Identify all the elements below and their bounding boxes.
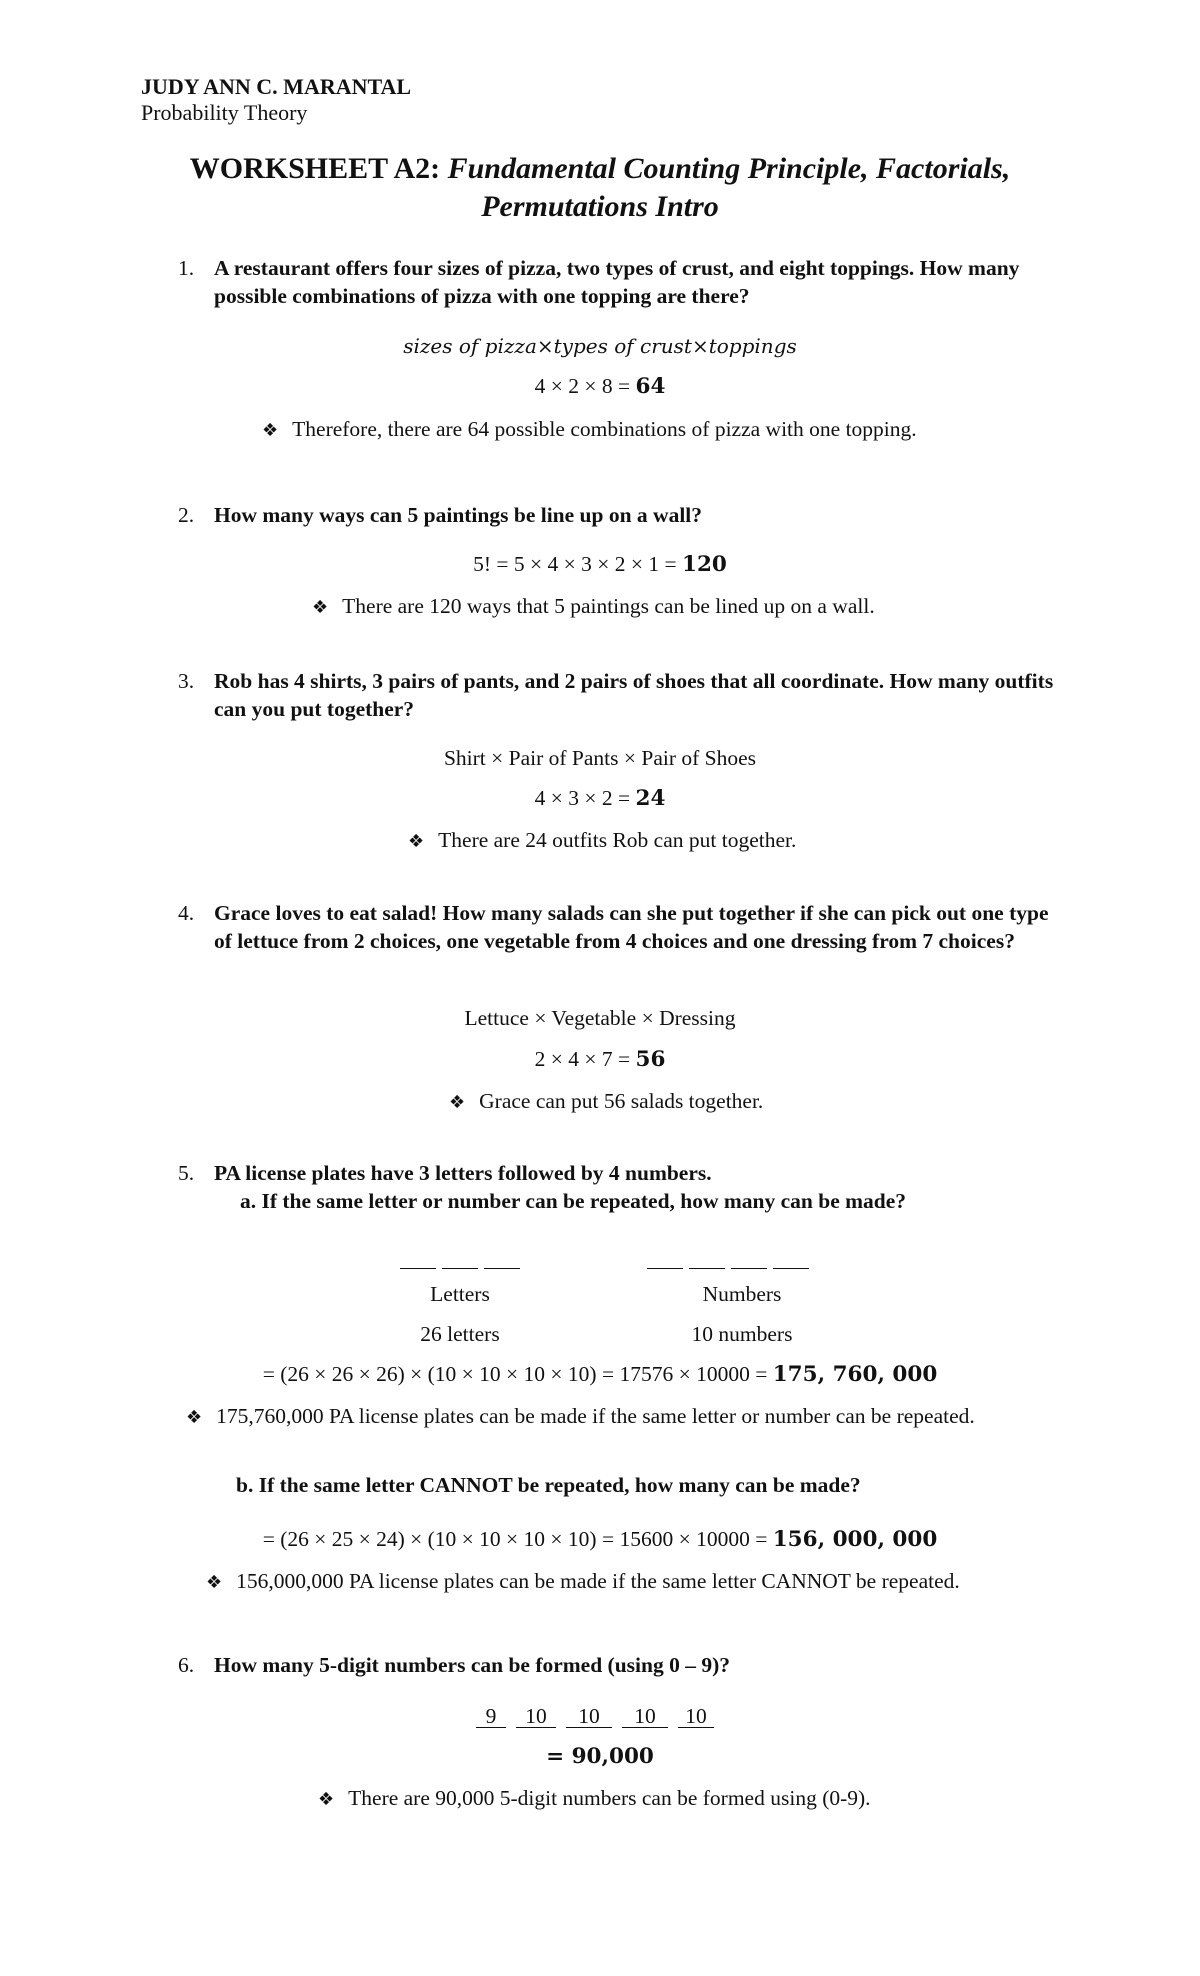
question-number: 1. xyxy=(178,256,195,280)
diamond-bullet-icon: ❖ xyxy=(318,1789,335,1810)
answer-text: Therefore, there are 64 possible combinations of pizza with one topping. xyxy=(292,417,917,441)
q5b-answer xyxy=(206,1569,960,1594)
numbers-blanks xyxy=(647,1250,815,1275)
answer-text: 156,000,000 PA license plates can be made if the same letter CANNOT be repeated. xyxy=(236,1569,960,1593)
calc-expression: = (26 × 25 × 24) × (10 × 10 × 10 × 10) = 15600 × 10000 = xyxy=(262,1527,773,1551)
diamond-bullet-icon: ❖ xyxy=(206,1572,223,1593)
diamond-bullet-icon: ❖ xyxy=(262,420,279,441)
digit-slot: 10 xyxy=(566,1705,612,1728)
q4-formula: Lettuce × Vegetable × Dressing xyxy=(464,1006,736,1030)
calc-result: 175, 760, 000 xyxy=(772,1362,938,1387)
calc-result: 120 xyxy=(682,552,727,577)
calc-expression: 5! = 5 × 4 × 3 × 2 × 1 = xyxy=(473,552,683,576)
numbers-label: Numbers xyxy=(702,1282,782,1306)
digit-slot: 10 xyxy=(516,1705,556,1728)
digit-slot: 9 xyxy=(476,1705,506,1728)
answer-text: Grace can put 56 salads together. xyxy=(479,1089,764,1113)
answer-text: There are 24 outfits Rob can put together. xyxy=(438,828,797,852)
author-name: JUDY ANN C. MARANTAL xyxy=(141,74,412,99)
question-text: Rob has 4 shirts, 3 pairs of pants, and 2 pairs of shoes that all coordinate. How many outfits can you put together? xyxy=(214,669,1054,721)
calc-expression: 4 × 2 × 8 = xyxy=(534,374,636,398)
calc-expression: 2 × 4 × 7 = xyxy=(534,1047,636,1071)
q5b-text: b. If the same letter CANNOT be repeated, how many can be made? xyxy=(236,1473,861,1497)
q5b-calc xyxy=(0,1527,1200,1552)
q1-answer xyxy=(262,417,917,442)
question-text: PA license plates have 3 letters followed by 4 numbers. xyxy=(214,1161,712,1185)
question-6 xyxy=(178,1651,1058,1679)
q6-digit-slots xyxy=(476,1704,724,1729)
course-name: Probability Theory xyxy=(141,100,308,125)
digit-slot: 10 xyxy=(678,1705,714,1728)
worksheet-title xyxy=(0,150,1200,226)
q3-answer xyxy=(408,828,796,853)
answer-text: There are 120 ways that 5 paintings can be lined up on a wall. xyxy=(342,594,875,618)
calc-result: 64 xyxy=(635,374,666,399)
question-text: A restaurant offers four sizes of pizza, two types of crust, and eight toppings. How many possible combinations of pizza with one topping are there? xyxy=(214,256,1020,308)
calc-result: 156, 000, 000 xyxy=(772,1527,938,1552)
answer-text: 175,760,000 PA license plates can be made if the same letter or number can be repeated. xyxy=(216,1404,975,1428)
question-text: How many 5-digit numbers can be formed (using 0 – 9)? xyxy=(214,1653,731,1677)
title-line1: Fundamental Counting Principle, Factorials, xyxy=(447,152,1011,185)
diamond-bullet-icon: ❖ xyxy=(408,831,425,852)
title-prefix: WORKSHEET A2: xyxy=(189,152,441,185)
question-number: 4. xyxy=(178,901,195,925)
question-5 xyxy=(178,1159,1058,1187)
question-3 xyxy=(178,667,1058,723)
q5a-answer xyxy=(186,1404,975,1429)
question-text: How many ways can 5 paintings be line up on a wall? xyxy=(214,503,703,527)
question-number: 5. xyxy=(178,1161,195,1185)
q1-calc xyxy=(0,374,1200,399)
q3-calc xyxy=(0,786,1200,811)
question-number: 3. xyxy=(178,669,195,693)
q3-formula: Shirt × Pair of Pants × Pair of Shoes xyxy=(443,746,757,770)
title-line2: Permutations Intro xyxy=(481,190,719,223)
calc-result: 24 xyxy=(635,786,666,811)
question-1 xyxy=(178,254,1058,310)
q6-answer xyxy=(318,1786,871,1811)
q2-answer xyxy=(312,594,875,619)
question-4 xyxy=(178,899,1058,955)
letters-count: 26 letters xyxy=(420,1322,500,1346)
diamond-bullet-icon: ❖ xyxy=(449,1092,466,1113)
q4-calc xyxy=(0,1047,1200,1072)
question-2 xyxy=(178,501,1058,529)
calc-result: 56 xyxy=(635,1047,666,1072)
q6-result: = 90,000 xyxy=(546,1744,654,1769)
letters-blanks xyxy=(400,1250,526,1275)
numbers-count: 10 numbers xyxy=(691,1322,793,1346)
diamond-bullet-icon: ❖ xyxy=(186,1407,203,1428)
q2-calc xyxy=(0,552,1200,577)
q1-formula: sizes of pizza×types of crust×toppings xyxy=(403,334,797,358)
q5a-calc xyxy=(0,1362,1200,1387)
calc-expression: 4 × 3 × 2 = xyxy=(534,786,636,810)
question-number: 2. xyxy=(178,503,195,527)
calc-expression: = (26 × 26 × 26) × (10 × 10 × 10 × 10) = 17576 × 10000 = xyxy=(262,1362,773,1386)
diamond-bullet-icon: ❖ xyxy=(312,597,329,618)
q5a-text: a. If the same letter or number can be repeated, how many can be made? xyxy=(240,1189,907,1213)
q4-answer xyxy=(449,1089,763,1114)
question-text: Grace loves to eat salad! How many salads can she put together if she can pick out one type of lettuce from 2 choices, one vegetable from 4 choices and one dressing from 7 choices? xyxy=(214,901,1049,953)
answer-text: There are 90,000 5-digit numbers can be formed using (0-9). xyxy=(348,1786,871,1810)
digit-slot: 10 xyxy=(622,1705,668,1728)
letters-label: Letters xyxy=(430,1282,490,1306)
question-number: 6. xyxy=(178,1653,195,1677)
